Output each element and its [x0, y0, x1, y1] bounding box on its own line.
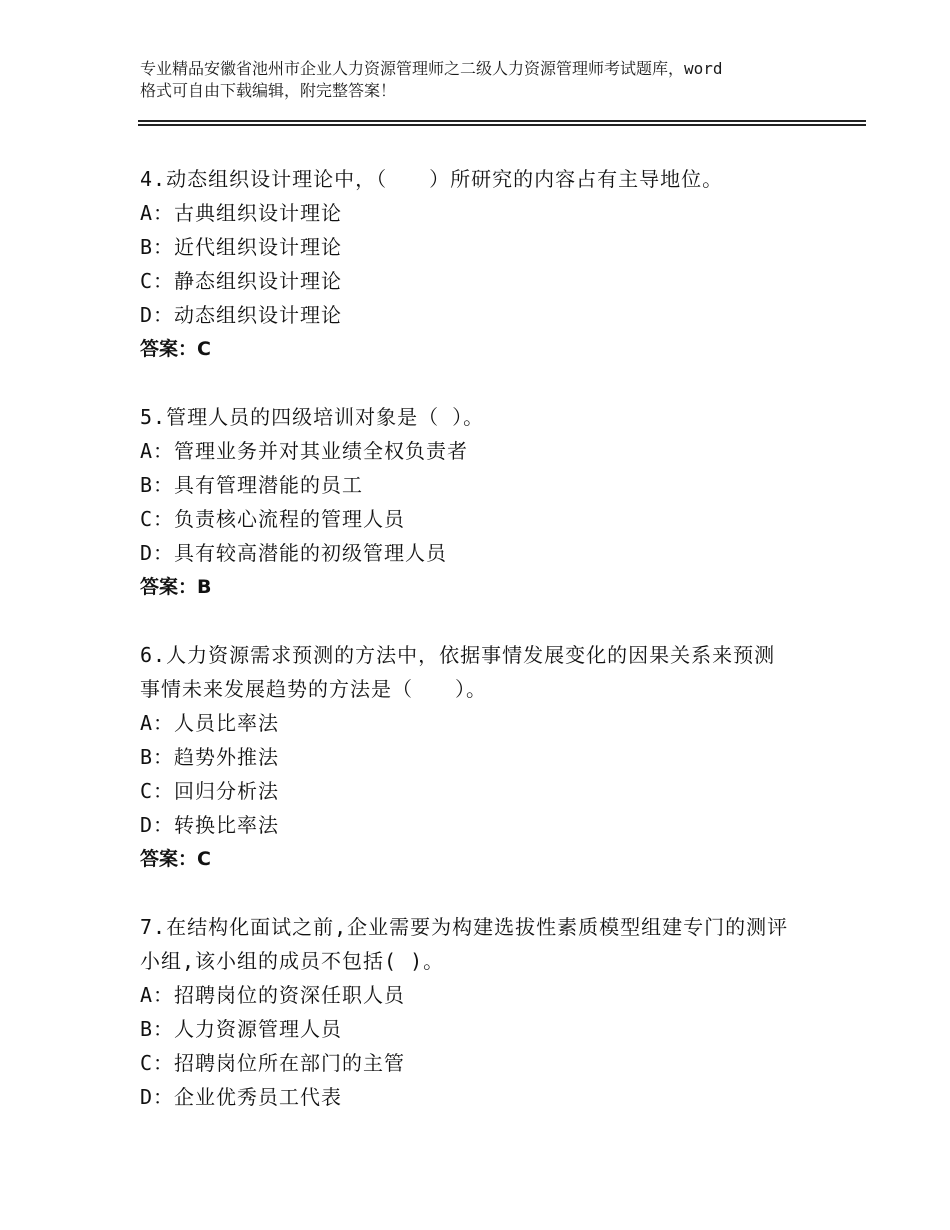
option-a: A：管理业务并对其业绩全权负责者 [140, 439, 469, 463]
option-d: D：企业优秀员工代表 [140, 1085, 343, 1109]
option-a: A：古典组织设计理论 [140, 201, 343, 225]
option-b: B：具有管理潜能的员工 [140, 473, 364, 497]
question-6 [140, 638, 840, 876]
question-stem-line-1: 6.人力资源需求预测的方法中，依据事情发展变化的因果关系来预测 [140, 643, 776, 667]
question-stem-line-1: 7.在结构化面试之前,企业需要为构建选拔性素质模型组建专门的测评 [140, 915, 789, 939]
question-5 [140, 400, 840, 604]
header-divider-bottom [138, 124, 866, 126]
option-c: C：招聘岗位所在部门的主管 [140, 1051, 406, 1075]
option-d: D：具有较高潜能的初级管理人员 [140, 541, 448, 565]
answer-label: 答案：C [140, 338, 211, 360]
option-d: D：动态组织设计理论 [140, 303, 343, 327]
option-d: D：转换比率法 [140, 813, 280, 837]
option-c: C：静态组织设计理论 [140, 269, 343, 293]
answer-label: 答案：B [140, 576, 212, 598]
document-header [140, 58, 840, 102]
option-a: A：招聘岗位的资深任职人员 [140, 983, 406, 1007]
question-stem-line-2: 事情未来发展趋势的方法是（ ）。 [140, 677, 487, 701]
option-b: B：趋势外推法 [140, 745, 280, 769]
question-stem: 5.管理人员的四级培训对象是（ ）。 [140, 405, 485, 429]
question-list [140, 162, 840, 1148]
option-c: C：负责核心流程的管理人员 [140, 507, 406, 531]
question-stem: 4.动态组织设计理论中，（ ）所研究的内容占有主导地位。 [140, 167, 724, 191]
option-c: C：回归分析法 [140, 779, 280, 803]
answer-label: 答案：C [140, 848, 211, 870]
question-4 [140, 162, 840, 366]
question-stem-line-2: 小组,该小组的成员不包括( )。 [140, 949, 445, 973]
header-line-1: 专业精品安徽省池州市企业人力资源管理师之二级人力资源管理师考试题库，word [140, 59, 723, 78]
option-b: B：近代组织设计理论 [140, 235, 343, 259]
header-divider-top [138, 120, 866, 122]
option-a: A：人员比率法 [140, 711, 280, 735]
option-b: B：人力资源管理人员 [140, 1017, 343, 1041]
question-7 [140, 910, 840, 1114]
header-line-2: 格式可自由下载编辑，附完整答案！ [140, 81, 397, 100]
